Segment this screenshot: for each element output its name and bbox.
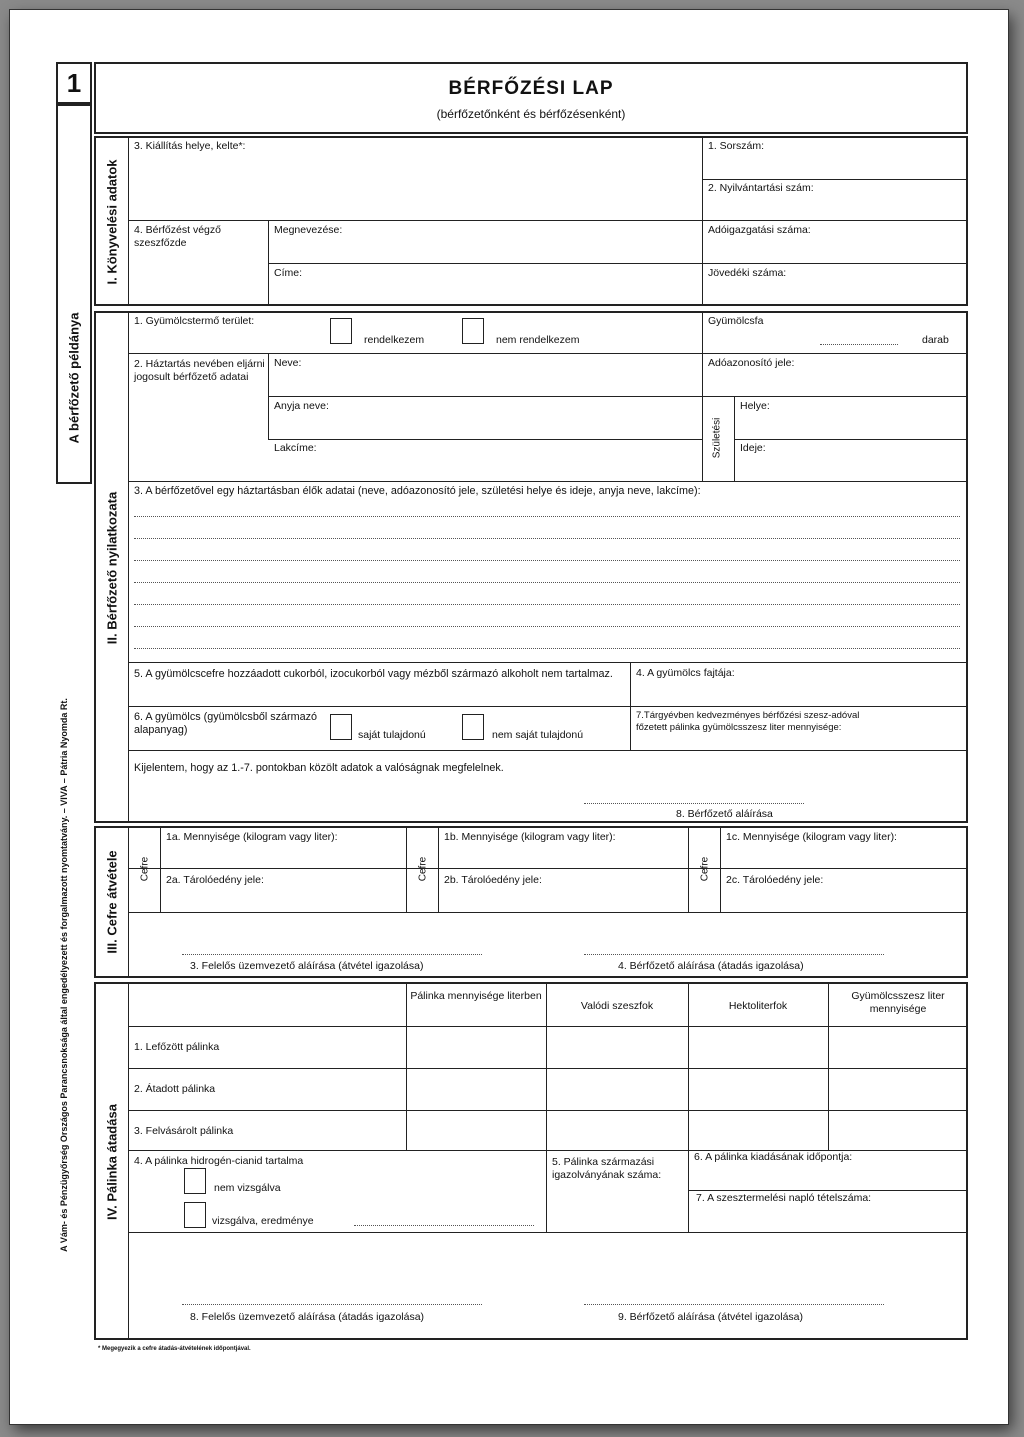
form-subtitle: (bérfőzetőnként és bérfőzésenként) <box>436 107 626 121</box>
section-1-box <box>94 136 968 306</box>
container-2a-label: 2a. Tárolóedény jele: <box>166 874 264 886</box>
tax-id-label: Adóazonosító jele: <box>708 357 795 369</box>
container-2c-label: 2c. Tárolóedény jele: <box>726 874 824 886</box>
not-tested-label: nem vizsgálva <box>214 1182 281 1194</box>
birth-date-label: Ideje: <box>740 442 766 454</box>
section-1-title: I. Könyvelési adatok <box>104 159 120 285</box>
container-2b-label: 2b. Tárolóedény jele: <box>444 874 542 886</box>
section-4-title: IV. Pálinka átadása <box>104 1104 120 1220</box>
fruit-type-label: 4. A gyümölcs fajtája: <box>636 667 735 679</box>
header-fruit-spirit-liters: Gyümölcsszesz liter mennyisége <box>851 990 945 1015</box>
mother-name-label: Anyja neve: <box>274 400 329 412</box>
distillery-label: 4. Bérfőzést végző szeszfőzde <box>134 224 221 249</box>
release-date-label: 6. A pálinka kiadásának időpontja: <box>694 1151 853 1163</box>
quantity-1c-label: 1c. Mennyisége (kilogram vagy liter): <box>726 831 897 843</box>
orchard-label: 1. Gyümölcstermő terület: <box>134 315 255 327</box>
row-purchased-brandy: 3. Felvásárolt pálinka <box>134 1125 234 1137</box>
form-title: BÉRFŐZÉSI LAP <box>448 78 614 99</box>
quantity-1b-label: 1b. Mennyisége (kilogram vagy liter): <box>444 831 616 843</box>
tax-admin-number-label: Adóigazgatási száma: <box>708 224 811 236</box>
quantity-1a-label: 1a. Mennyisége (kilogram vagy liter): <box>166 831 338 843</box>
declaration-text: Kijelentem, hogy az 1.-7. pontokban közölt adatok a valóságnak megfelelnek. <box>134 762 504 774</box>
page-number: 1 <box>66 68 82 98</box>
household-rep-label: 2. Háztartás nevében eljárni jogosult bérfőzető adatai <box>134 358 265 383</box>
header-hectoliter-degree: Hektoliterfok <box>728 1000 788 1012</box>
issue-place-date-label: 3. Kiállítás helye, kelte*: <box>134 140 246 152</box>
not-own-property-checkbox[interactable] <box>462 714 484 740</box>
household-members-label: 3. A bérfőzetővel egy háztartásban élők adatai (neve, adóazonosító jele, születési helye és ideje, anyja neve, lakcíme): <box>134 485 701 497</box>
manager-receipt-signature-label: 3. Felelős üzemvezető aláírása (átvétel igazolása) <box>190 960 424 972</box>
section-2-title: II. Bérfőzető nyilatkozata <box>104 491 120 645</box>
customer-handover-signature-label: 4. Bérfőzető aláírása (átadás igazolása) <box>618 960 804 972</box>
mash-label-a: Cefre <box>139 856 151 882</box>
own-property-label: saját tulajdonú <box>358 729 426 741</box>
own-property-checkbox[interactable] <box>330 714 352 740</box>
distillery-name-label: Megnevezése: <box>274 224 343 236</box>
address-label: Lakcíme: <box>274 442 317 454</box>
section-3-box <box>94 826 968 978</box>
log-item-number-label: 7. A szesztermelési napló tételszáma: <box>696 1192 872 1204</box>
cyanide-content-label: 4. A pálinka hidrogén-cianid tartalma <box>134 1155 304 1167</box>
not-tested-checkbox[interactable] <box>184 1168 206 1194</box>
row-distilled-brandy: 1. Lefőzött pálinka <box>134 1041 220 1053</box>
discounted-spirit-label: 7.Tárgyévben kedvezményes bérfőzési szesz-adóval főzetett pálinka gyümölcsszesz liter mennyisége: <box>636 710 860 733</box>
row-handed-over-brandy: 2. Átadott pálinka <box>134 1083 216 1095</box>
fruit-ownership-label: 6. A gyümölcs (gyümölcsből származó alapanyag) <box>134 711 318 736</box>
no-added-sugar-label: 5. A gyümölcscefre hozzáadott cukorból, izocukorból vagy mézből származó alkoholt nem tartalmaz. <box>134 668 613 680</box>
mash-label-c: Cefre <box>699 856 711 882</box>
serial-number-label: 1. Sorszám: <box>708 140 765 152</box>
birth-place-label: Helye: <box>740 400 770 412</box>
mash-label-b: Cefre <box>417 856 429 882</box>
page-number-box <box>56 62 92 104</box>
tested-checkbox[interactable] <box>184 1202 206 1228</box>
side-note: A Vám- és Pénzügyőrség Országos Parancsnoksága által engedélyezett és forgalmazott nyomtatvány. – VIVA – Pátria Nyomda Rt. <box>59 698 69 1252</box>
excise-number-label: Jövedéki száma: <box>708 267 787 279</box>
header-quantity-liters: Pálinka mennyisége literben <box>410 990 542 1002</box>
birth-label: Születési <box>711 417 723 459</box>
section-3-title: III. Cefre átvétele <box>104 850 120 954</box>
not-own-property-label: nem saját tulajdonú <box>492 729 584 741</box>
fruit-tree-label: Gyümölcsfa <box>708 315 764 327</box>
orchard-yes-checkbox[interactable] <box>330 318 352 344</box>
name-label: Neve: <box>274 357 302 369</box>
customer-signature-label: 8. Bérfőzető aláírása <box>676 808 773 820</box>
customer-receipt-signature-label: 9. Bérfőzető aláírása (átvétel igazolása) <box>618 1311 804 1323</box>
orchard-yes-label: rendelkezem <box>364 334 425 346</box>
footnote: * Megegyezik a cefre átadás-átvételének időpontjával. <box>98 1346 251 1352</box>
section-2-box <box>94 311 968 823</box>
fruit-tree-unit: darab <box>922 334 949 346</box>
orchard-no-label: nem rendelkezem <box>496 334 580 346</box>
origin-certificate-label: 5. Pálinka származási igazolványának száma: <box>552 1156 662 1181</box>
manager-handover-signature-label: 8. Felelős üzemvezető aláírása (átadás igazolása) <box>190 1311 425 1323</box>
tested-result-label: vizsgálva, eredménye <box>212 1215 314 1227</box>
orchard-no-checkbox[interactable] <box>462 318 484 344</box>
header-alcohol-strength: Valódi szeszfok <box>580 1000 654 1012</box>
registry-number-label: 2. Nyilvántartási szám: <box>708 182 814 194</box>
distillery-address-label: Címe: <box>274 267 303 279</box>
copy-label: A bérfőzető példánya <box>66 312 82 444</box>
